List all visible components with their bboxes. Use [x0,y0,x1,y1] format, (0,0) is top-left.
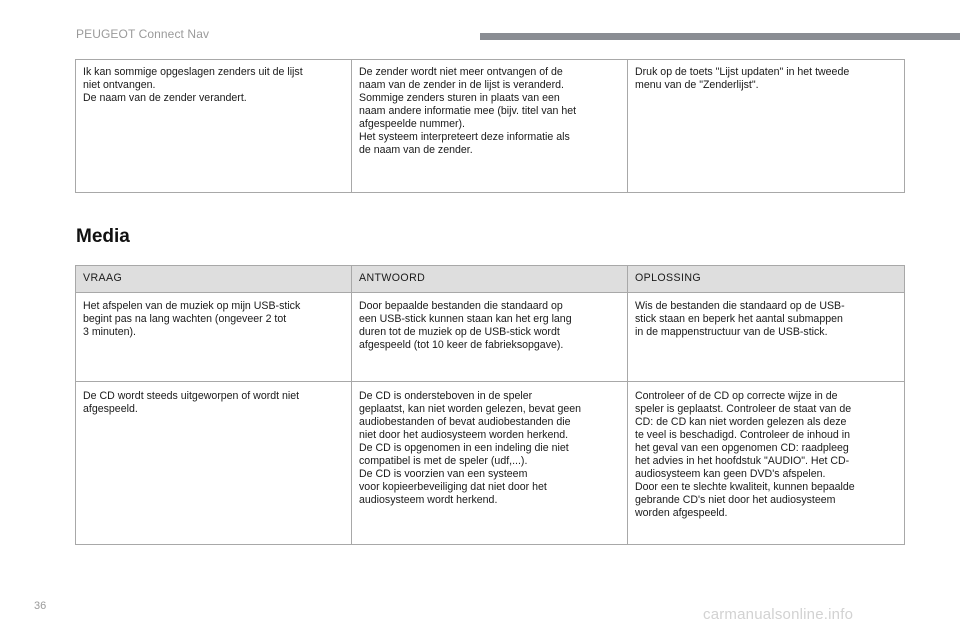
table-row [76,60,905,193]
text-line: naam van de zender in de lijst is veranderd. [359,79,564,91]
text-line: voor kopieerbeveiliging dat niet door het [359,481,547,493]
text-line: een USB-stick kunnen staan kan het erg lang [359,313,572,325]
text-line: in de mappenstructuur van de USB-stick. [635,326,828,338]
text-line: De CD is opgenomen in een indeling die niet [359,442,569,454]
text-line: Door bepaalde bestanden die standaard op [359,300,563,312]
section-title: Media [76,226,130,247]
text-line: begint pas na lang wachten (ongeveer 2 tot [83,313,287,325]
text-line: Door een te slechte kwaliteit, kunnen bepaalde [635,481,855,493]
table-header-row [76,266,905,293]
text-line: compatibel is met de speler (udf,...). [359,455,528,467]
text-line: CD: de CD kan niet worden gelezen als deze [635,416,847,428]
answer-cell [352,382,628,545]
text-line: het geval van een opgenomen CD: raadpleeg [635,442,849,454]
text-line: stick staan en beperk het aantal submappen [635,313,843,325]
text-line: het advies in het hoofdstuk "AUDIO". Het CD- [635,455,850,467]
text-line: geplaatst, kan niet worden gelezen, bevat geen [359,403,582,415]
table-row [76,382,905,545]
text-line: Druk op de toets "Lijst updaten" in het tweede [635,66,850,78]
manual-header-title: PEUGEOT Connect Nav [76,27,210,41]
text-line: De CD is ondersteboven in de speler [359,390,533,402]
watermark: carmanualsonline.info [703,606,854,623]
text-line: te veel is beschadigd. Controleer de inhoud in [635,429,850,441]
solution-cell [628,60,905,193]
text-line: Controleer of de CD op correcte wijze in de [635,390,838,402]
page-number: 36 [34,600,47,612]
media-faq-table [75,265,905,545]
column-header-vraag: VRAAG [76,266,352,293]
column-header-oplossing: OPLOSSING [628,266,905,293]
answer-cell [352,60,628,193]
text-line: afgespeeld. [83,403,138,415]
text-line: audiobestanden of bevat audiobestanden die [359,416,571,428]
answer-cell [352,293,628,382]
text-line: niet door het audiosysteem worden herkend. [359,429,569,441]
text-line: afgespeeld (tot 10 keer de fabrieksopgave). [359,339,564,351]
text-line: De naam van de zender verandert. [83,92,247,104]
text-line: speler is geplaatst. Controleer de staat van de [635,403,852,415]
text-line: De CD is voorzien van een systeem [359,468,528,480]
text-line: audiosysteem wordt herkend. [359,494,498,506]
header-accent-bar [480,33,960,40]
text-line: menu van de "Zenderlijst". [635,79,759,91]
text-line: worden afgespeeld. [635,507,728,519]
text-line: Het systeem interpreteert deze informatie als [359,131,570,143]
solution-cell [628,382,905,545]
question-cell [76,60,352,193]
text-line: Ik kan sommige opgeslagen zenders uit de lijst [83,66,303,78]
text-line: Het afspelen van de muziek op mijn USB-stick [83,300,301,312]
text-line: de naam van de zender. [359,144,473,156]
text-line: Sommige zenders sturen in plaats van een [359,92,560,104]
text-line: afgespeelde nummer). [359,118,465,130]
text-line: gebrande CD's niet door het audiosysteem [635,494,836,506]
question-cell [76,293,352,382]
text-line: duren tot de muziek op de USB-stick wordt [359,326,560,338]
question-cell [76,382,352,545]
radio-faq-table [75,59,905,193]
text-line: De CD wordt steeds uitgeworpen of wordt niet [83,390,300,402]
text-line: De zender wordt niet meer ontvangen of de [359,66,563,78]
solution-cell [628,293,905,382]
text-line: niet ontvangen. [83,79,156,91]
text-line: naam andere informatie mee (bijv. titel van het [359,105,577,117]
column-header-antwoord: ANTWOORD [352,266,628,293]
text-line: 3 minuten). [83,326,136,338]
text-line: audiosysteem kan geen DVD's afspelen. [635,468,826,480]
table-row [76,293,905,382]
text-line: Wis de bestanden die standaard op de USB- [635,300,845,312]
